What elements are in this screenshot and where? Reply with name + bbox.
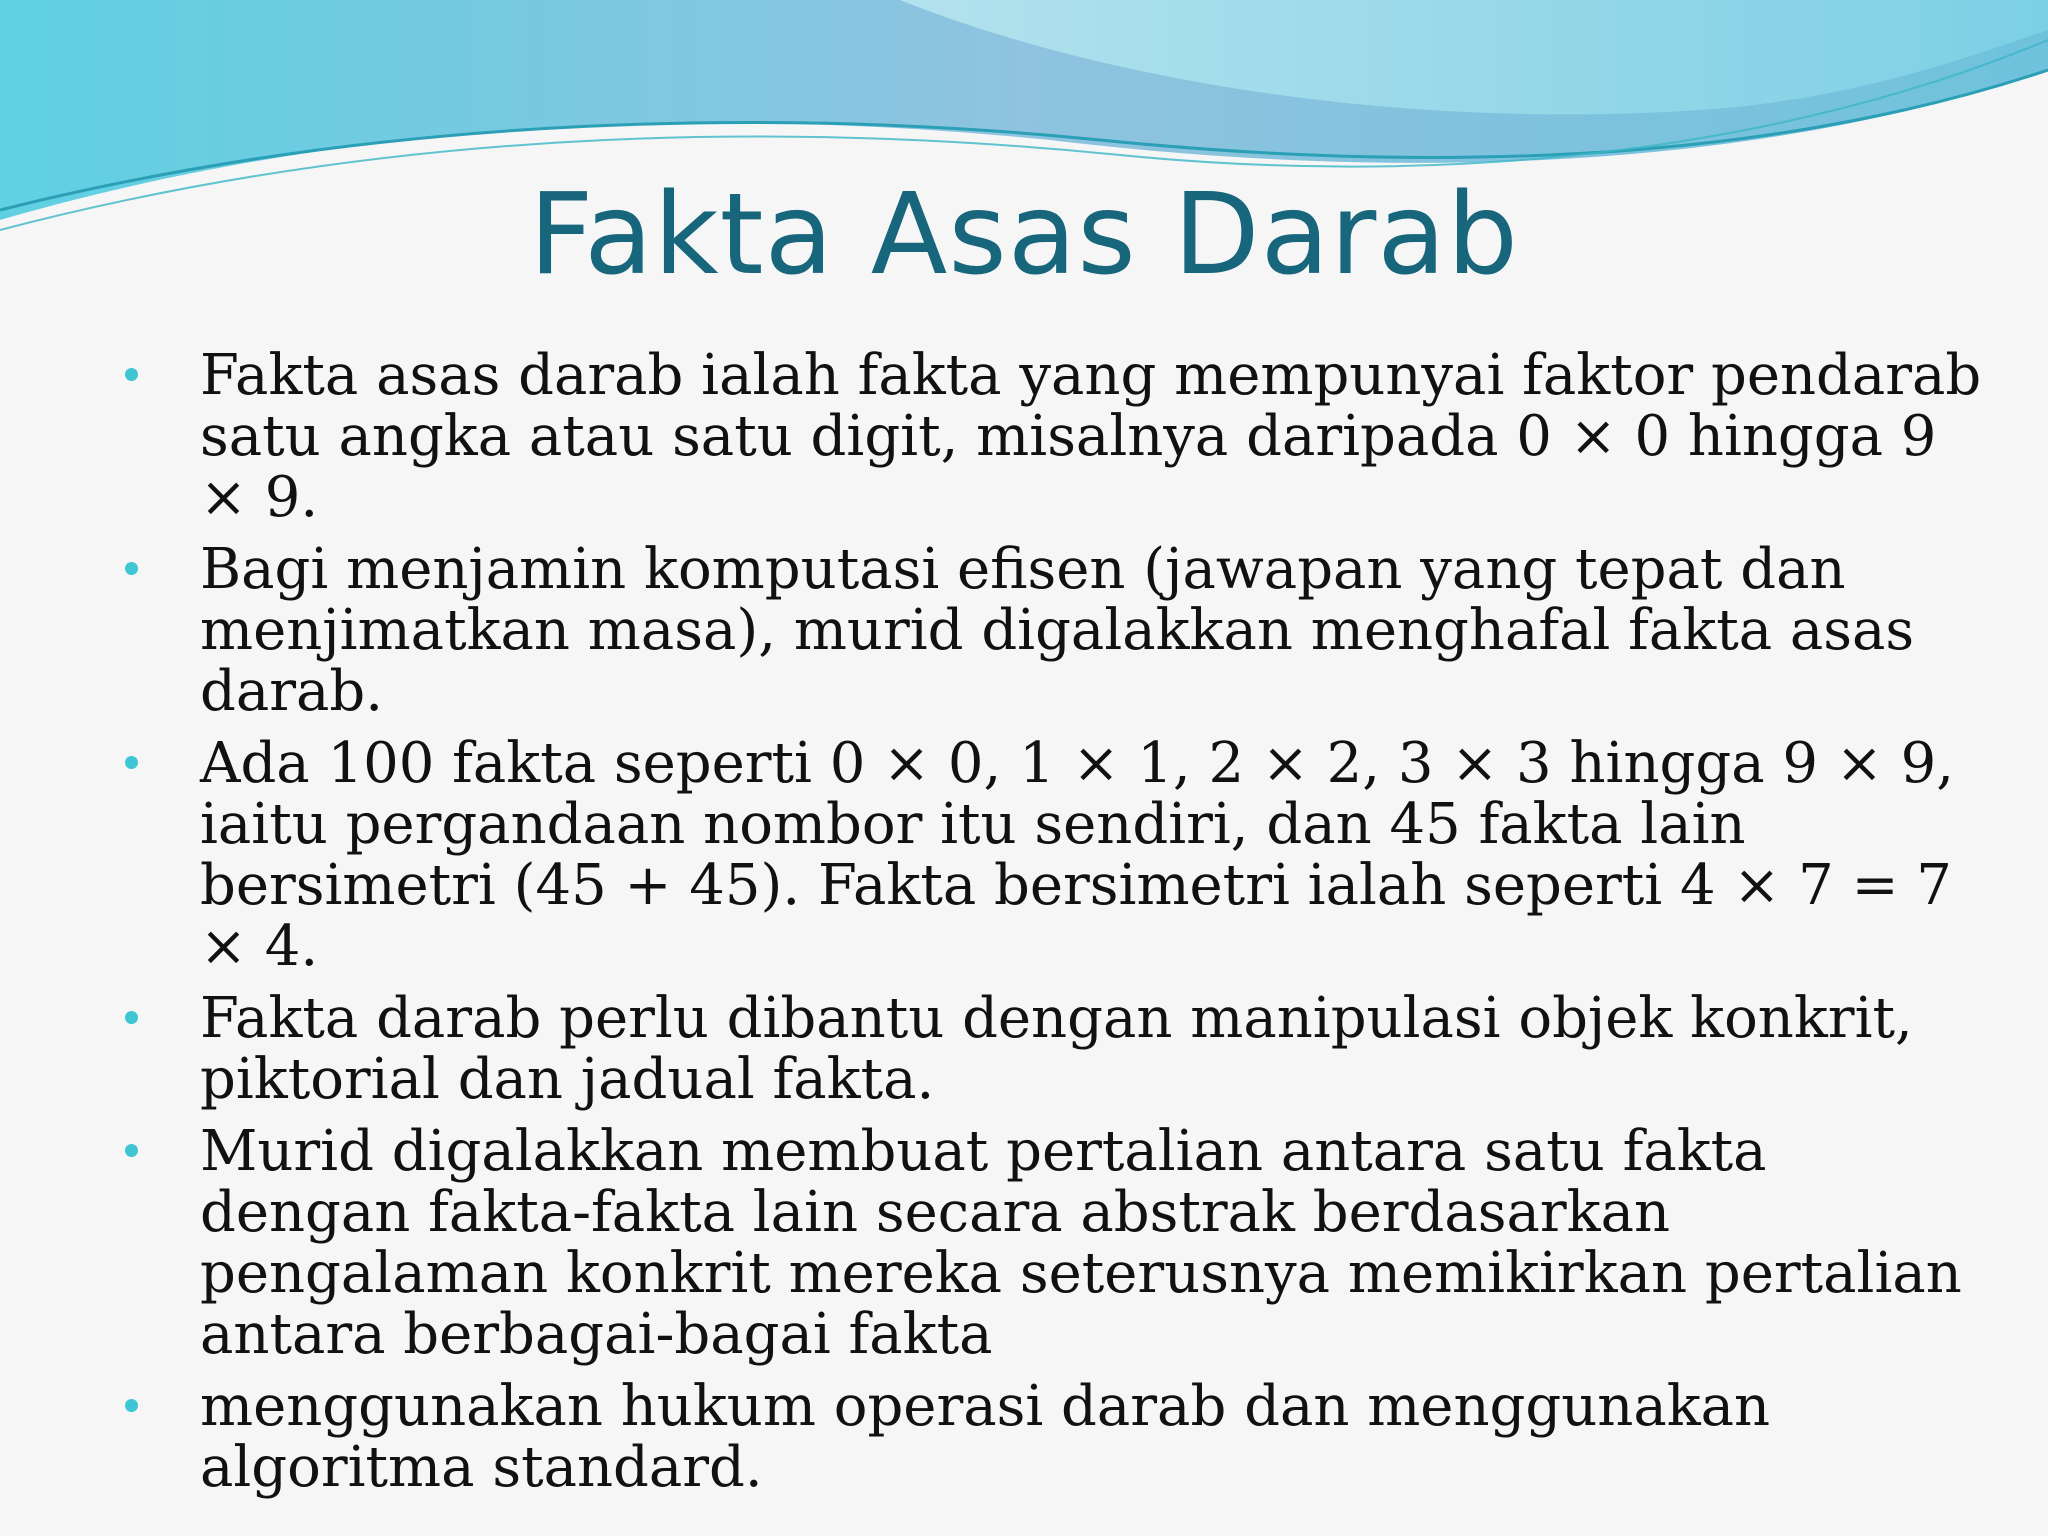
bullet-item xyxy=(0,539,2048,722)
slide-title: Fakta Asas Darab xyxy=(529,170,1519,300)
bullet-text: Ada 100 fakta seperti 0 × 0, 1 × 1, 2 × 2, 3 × 3 hingga 9 × 9, iaitu pergandaan nombor itu sendiri, dan 45 fakta lain bersimetri (45 + 45). Fakta bersimetri ialah seperti 4 × 7 = 7 × 4. xyxy=(200,731,1954,979)
bullet-text: Murid digalakkan membuat pertalian antara satu fakta dengan fakta-fakta lain secara abstrak berdasarkan pengalaman konkrit mereka seterusnya memikirkan pertalian antara berbagai-bagai fakta xyxy=(200,1119,1962,1367)
bullet-text: menggunakan hukum operasi darab dan menggunakan algoritma standard. xyxy=(200,1374,1771,1500)
bullet-text: Fakta asas darab ialah fakta yang mempunyai faktor pendarab satu angka atau satu digit, misalnya daripada 0 × 0 hingga 9 × 9. xyxy=(200,343,1982,530)
bullet-item xyxy=(0,1121,2048,1365)
bullet-item xyxy=(0,733,2048,977)
bullet-dot-icon xyxy=(125,1011,138,1024)
bullet-dot-icon xyxy=(125,1144,138,1157)
bullet-dot-icon xyxy=(125,756,138,769)
bullet-text: Fakta darab perlu dibantu dengan manipulasi objek konkrit, piktorial dan jadual fakta. xyxy=(200,986,1913,1112)
bullet-dot-icon xyxy=(125,1399,138,1412)
bullet-text: Bagi menjamin komputasi efisen (jawapan yang tepat dan menjimatkan masa), murid digalakkan menghafal fakta asas darab. xyxy=(200,537,1915,724)
bullet-item xyxy=(0,345,2048,528)
bullet-item xyxy=(0,988,2048,1110)
bullet-list xyxy=(0,345,2048,1509)
bullet-dot-icon xyxy=(125,368,138,381)
bullet-item xyxy=(0,1376,2048,1498)
bullet-dot-icon xyxy=(125,562,138,575)
